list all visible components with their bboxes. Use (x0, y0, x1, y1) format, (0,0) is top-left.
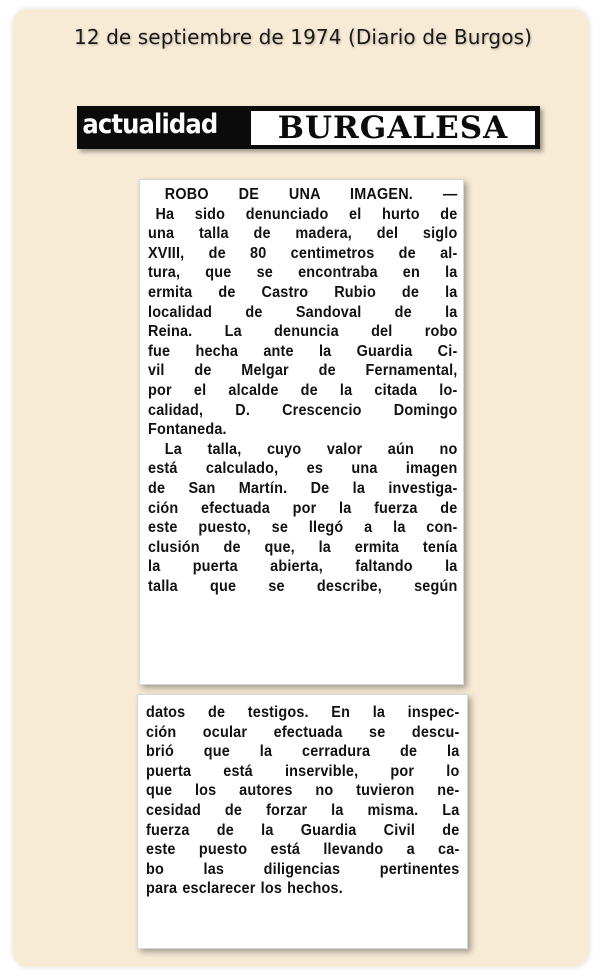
masthead-burgalesa: BURGALESA (277, 109, 509, 146)
masthead-actualidad: actualidad (82, 109, 218, 140)
article-clipping-1 (139, 179, 464, 685)
article-line: Reina. La denuncia del robo (148, 323, 458, 341)
article-line: localidad de Sandoval de la (148, 303, 458, 321)
article-line: Ha sido denunciado el hurto de (155, 205, 458, 223)
article-line: fuerza de la Guardia Civil de (146, 821, 460, 839)
article-line: brió que la cerradura de la (146, 743, 460, 761)
article-line: talla que se describe, según (148, 577, 458, 595)
article-line: para esclarecer los hechos. (146, 880, 343, 898)
article-line: ción efectuada por la fuerza de (148, 499, 458, 517)
article-line: este puesto está llevando a ca- (146, 841, 460, 859)
article-line: calidad, D. Crescencio Domingo (148, 401, 458, 419)
article-line: cesidad de forzar la misma. La (146, 801, 460, 819)
article-line: puerta está inservible, por lo (146, 762, 460, 780)
article-line: bo las diligencias pertinentes (146, 860, 460, 878)
article-line: una talla de madera, del siglo (148, 225, 458, 243)
article-line: ción ocular efectuada se descu- (146, 723, 460, 741)
article-line: clusión de que, la ermita tenía (148, 538, 458, 556)
article-line: este puesto, se llegó a la con- (148, 519, 458, 537)
article-line: Fontaneda. (148, 421, 227, 439)
article-line: ermita de Castro Rubio de la (148, 283, 458, 301)
article-clipping-2 (137, 694, 468, 949)
article-line: está calculado, es una imagen (148, 460, 458, 478)
article-line: tura, que se encontraba en la (148, 264, 458, 282)
article-line: la puerta abierta, faltando la (148, 558, 458, 576)
article-line: XVIII, de 80 centimetros de al- (148, 244, 458, 262)
article-line: que los autores no tuvieron ne- (146, 782, 460, 800)
newspaper-masthead (77, 106, 540, 149)
article-line: fue hecha ante la Guardia Ci- (148, 342, 458, 360)
article-line: La talla, cuyo valor aún no (164, 440, 458, 458)
page-title: 12 de septiembre de 1974 (Diario de Burgos) (74, 25, 532, 49)
masthead-burgalesa-box (251, 111, 535, 145)
article-line: vil de Melgar de Fernamental, (148, 362, 458, 380)
article-line: ROBO DE UNA IMAGEN. — (164, 186, 458, 203)
article-line: datos de testigos. En la inspec- (146, 704, 460, 721)
article-line: por el alcalde de la citada lo- (148, 381, 458, 399)
article-line: de San Martín. De la investiga- (148, 479, 458, 497)
